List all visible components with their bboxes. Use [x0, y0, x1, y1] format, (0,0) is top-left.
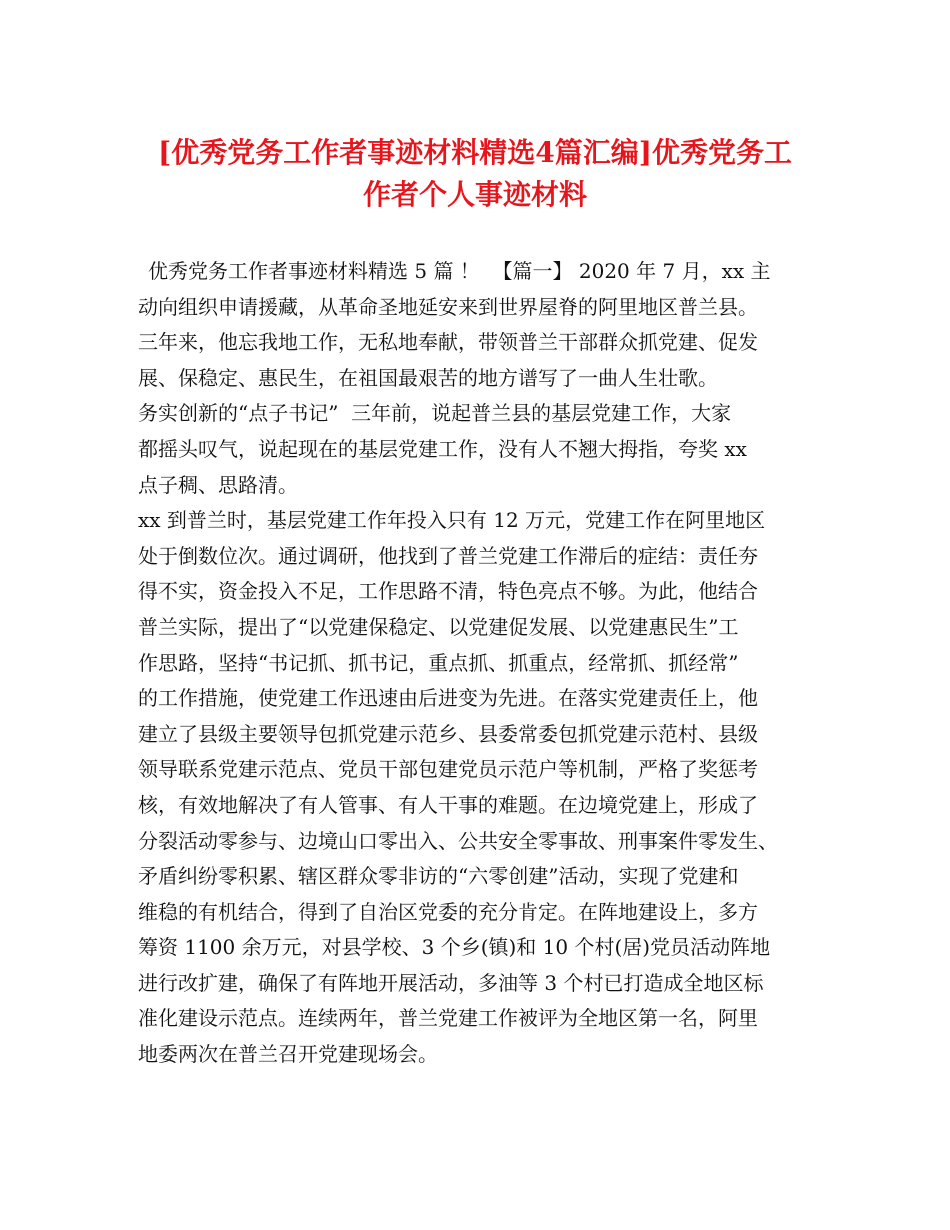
- body-line: 准化建设示范点。连续两年，普兰党建工作被评为全地区第一名，阿里: [138, 1006, 758, 1031]
- body-line: 分裂活动零参与、边境山口零出入、公共安全零事故、刑事案件零发生、: [138, 828, 778, 853]
- body-line: 核，有效地解决了有人管事、有人干事的难题。在边境党建上，形成了: [138, 792, 758, 817]
- body-line: 领导联系党建示范点、党员干部包建党员示范户等机制，严格了奖惩考: [138, 757, 758, 782]
- body-line: 务实创新的“点子书记” 三年前，说起普兰县的基层党建工作，大家: [138, 401, 732, 426]
- document-title-line-2: 作者个人事迹材料: [362, 178, 587, 211]
- document-body: [138, 254, 828, 1073]
- body-line: 作思路，坚持“书记抓、抓书记，重点抓、抓重点，经常抓、抓经常”: [138, 650, 739, 675]
- body-line: 的工作措施，使党建工作迅速由后进变为先进。在落实党建责任上，他: [138, 686, 758, 711]
- body-line: 筹资 1100 余万元，对县学校、3 个乡(镇)和 10 个村(居)党员活动阵地: [138, 935, 771, 960]
- document-title-line-1: [优秀党务工作者事迹材料精选4篇汇编]优秀党务工: [158, 136, 792, 169]
- body-line: 建立了县级主要领导包抓党建示范乡、县委常委包抓党建示范村、县级: [138, 721, 758, 746]
- body-line: 维稳的有机结合，得到了自治区党委的充分肯定。在阵地建设上，多方: [138, 899, 758, 924]
- body-line: 得不实，资金投入不足，工作思路不清，特色亮点不够。为此，他结合: [138, 579, 758, 604]
- body-line: 矛盾纠纷零积累、辖区群众零非访的“六零创建”活动，实现了党建和: [138, 864, 739, 889]
- body-line: 都摇头叹气，说起现在的基层党建工作，没有人不翘大拇指，夸奖 xx: [138, 436, 747, 461]
- body-line: 动向组织申请援藏，从革命圣地延安来到世界屋脊的阿里地区普兰县。: [138, 294, 758, 319]
- body-line: 处于倒数位次。通过调研，他找到了普兰党建工作滞后的症结：责任夯: [138, 543, 758, 568]
- body-line: 进行改扩建，确保了有阵地开展活动，多油等 3 个村已打造成全地区标: [138, 970, 764, 995]
- body-line: 三年来，他忘我地工作，无私地奉献，带领普兰干部群众抓党建、促发: [138, 330, 758, 355]
- body-line: 普兰实际，提出了“以党建保稳定、以党建促发展、以党建惠民生”工: [138, 614, 739, 639]
- body-line: 展、保稳定、惠民生，在祖国最艰苦的地方谱写了一曲人生壮歌。: [138, 365, 718, 390]
- body-line: 优秀党务工作者事迹材料精选 5 篇 ！ 【篇一】 2020 年 7 月，xx 主: [148, 259, 771, 283]
- body-line: 点子稠、思路清。: [138, 472, 298, 497]
- body-line: 地委两次在普兰召开党建现场会。: [138, 1042, 438, 1067]
- body-line: xx 到普兰时，基层党建工作年投入只有 12 万元，党建工作在阿里地区: [138, 508, 766, 533]
